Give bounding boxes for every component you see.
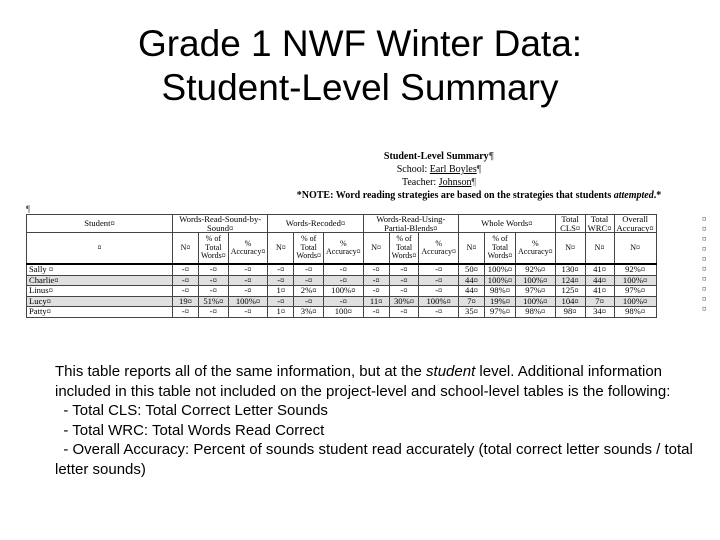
sub-pct-total: % of Total Words¤ bbox=[294, 233, 324, 265]
table-cell: 2%¤ bbox=[294, 286, 324, 297]
teacher-label: Teacher: bbox=[401, 177, 439, 188]
table-cell: -¤ bbox=[324, 264, 364, 275]
cell-mark: ¤ bbox=[702, 274, 707, 284]
table-cell: 97%¤ bbox=[515, 286, 555, 297]
table-cell: -¤ bbox=[324, 296, 364, 307]
doc-heading-text: Student-Level Summary bbox=[383, 151, 489, 162]
note-text: *NOTE: Word reading strategies are based on the strategies that students bbox=[296, 190, 614, 201]
table-group-header-row bbox=[27, 215, 657, 233]
description-text: This table reports all of the same information, but at the bbox=[55, 363, 427, 380]
header-words-read-sound-by-sound: Words-Read-Sound-by-Sound¤ bbox=[173, 215, 268, 233]
sub-pct-total: % of Total Words¤ bbox=[389, 233, 419, 265]
table-cell: -¤ bbox=[173, 264, 199, 275]
table-row bbox=[27, 275, 657, 286]
para-mark: ¶ bbox=[488, 151, 495, 162]
table-cell: 124¤ bbox=[555, 275, 585, 286]
table-cell: -¤ bbox=[419, 286, 459, 297]
table-cell: -¤ bbox=[389, 286, 419, 297]
sub-n: N¤ bbox=[268, 233, 294, 265]
table-cell: -¤ bbox=[419, 264, 459, 275]
table-cell: -¤ bbox=[173, 275, 199, 286]
table-cell: -¤ bbox=[228, 286, 268, 297]
table-cell: 41¤ bbox=[585, 286, 614, 297]
student-name-cell: Charlie¤ bbox=[27, 275, 173, 286]
table-cell: -¤ bbox=[199, 264, 229, 275]
table-cell: 44¤ bbox=[458, 275, 484, 286]
table-row bbox=[27, 264, 657, 275]
doc-school-line bbox=[96, 164, 720, 175]
table-cell: -¤ bbox=[419, 307, 459, 318]
table-cell: -¤ bbox=[199, 286, 229, 297]
table-cell: 98%¤ bbox=[484, 286, 515, 297]
table-cell: 50¤ bbox=[458, 264, 484, 275]
sub-pct-accuracy: % Accuracy¤ bbox=[419, 233, 459, 265]
cell-mark: ¤ bbox=[702, 244, 707, 254]
table-cell: 44¤ bbox=[458, 286, 484, 297]
header-total-wrc: Total WRC¤ bbox=[585, 215, 614, 233]
table-cell: 1¤ bbox=[268, 286, 294, 297]
sub-pct-accuracy: % Accuracy¤ bbox=[324, 233, 364, 265]
sub-blank: ¤ bbox=[27, 233, 173, 265]
description-item-accuracy: - Overall Accuracy: Percent of sounds student read accurately (total correct letter sounds / total letter sounds) bbox=[55, 441, 697, 478]
table-cell: 98%¤ bbox=[614, 307, 656, 318]
table-cell: 7¤ bbox=[458, 296, 484, 307]
description-text-cont: level. Additional information included in this table not included on the project-level and school-level tables is the following: bbox=[55, 363, 671, 400]
table-cell: -¤ bbox=[228, 307, 268, 318]
table-cell: -¤ bbox=[268, 296, 294, 307]
table-cell: 41¤ bbox=[585, 264, 614, 275]
header-student: Student¤ bbox=[27, 215, 173, 233]
table-cell: 130¤ bbox=[555, 264, 585, 275]
cell-mark: ¤ bbox=[702, 214, 707, 224]
table-cell: 35¤ bbox=[458, 307, 484, 318]
cell-mark: ¤ bbox=[702, 304, 707, 314]
table-cell: 92%¤ bbox=[614, 264, 656, 275]
table-cell: -¤ bbox=[363, 264, 389, 275]
document-image bbox=[26, 148, 712, 334]
note-suffix: .* bbox=[653, 190, 662, 201]
table-row bbox=[27, 286, 657, 297]
table-row bbox=[27, 296, 657, 307]
table-cell: 3%¤ bbox=[294, 307, 324, 318]
table-cell: 19¤ bbox=[173, 296, 199, 307]
table-cell: 100%¤ bbox=[228, 296, 268, 307]
table-cell: 100%¤ bbox=[614, 296, 656, 307]
school-value: Earl Boyles bbox=[429, 164, 477, 175]
doc-heading bbox=[96, 151, 720, 162]
sub-pct-total: % of Total Words¤ bbox=[199, 233, 229, 265]
table-body bbox=[27, 264, 657, 317]
sub-n: N¤ bbox=[585, 233, 614, 265]
slide-title-line1: Grade 1 NWF Winter Data: bbox=[137, 23, 583, 64]
table-cell: 98%¤ bbox=[515, 307, 555, 318]
table-row bbox=[27, 307, 657, 318]
table-cell: -¤ bbox=[294, 275, 324, 286]
teacher-value: Johnson bbox=[438, 177, 472, 188]
slide-title bbox=[0, 22, 720, 110]
sub-pct-total: % of Total Words¤ bbox=[484, 233, 515, 265]
slide-title-line2: Student-Level Summary bbox=[161, 67, 559, 108]
table-cell: -¤ bbox=[294, 264, 324, 275]
right-cell-marks bbox=[702, 214, 707, 314]
table-cell: 100%¤ bbox=[324, 286, 364, 297]
table-cell: 92%¤ bbox=[515, 264, 555, 275]
table-cell: 100%¤ bbox=[484, 264, 515, 275]
sub-pct-accuracy: % Accuracy¤ bbox=[515, 233, 555, 265]
header-words-recoded: Words-Recoded¤ bbox=[268, 215, 363, 233]
table-cell: -¤ bbox=[324, 275, 364, 286]
cell-mark: ¤ bbox=[702, 264, 707, 274]
header-partial-blends: Words-Read-Using-Partial-Blends¤ bbox=[363, 215, 458, 233]
sub-pct-accuracy: % Accuracy¤ bbox=[228, 233, 268, 265]
sub-n: N¤ bbox=[555, 233, 585, 265]
sub-n: N¤ bbox=[614, 233, 656, 265]
table-cell: 100%¤ bbox=[484, 275, 515, 286]
table-cell: -¤ bbox=[363, 286, 389, 297]
table-cell: 1¤ bbox=[268, 307, 294, 318]
student-name-cell: Lucy¤ bbox=[27, 296, 173, 307]
header-whole-words: Whole Words¤ bbox=[458, 215, 555, 233]
description bbox=[55, 362, 695, 480]
table-cell: 34¤ bbox=[585, 307, 614, 318]
school-label: School: bbox=[396, 164, 430, 175]
table-cell: 51%¤ bbox=[199, 296, 229, 307]
table-cell: 100%¤ bbox=[419, 296, 459, 307]
table-cell: -¤ bbox=[363, 307, 389, 318]
doc-teacher-line bbox=[96, 177, 720, 188]
table-cell: -¤ bbox=[173, 307, 199, 318]
table-cell: -¤ bbox=[419, 275, 459, 286]
table-cell: -¤ bbox=[173, 286, 199, 297]
cell-mark: ¤ bbox=[702, 224, 707, 234]
table-cell: 104¤ bbox=[555, 296, 585, 307]
para-mark: ¶ bbox=[476, 164, 482, 175]
doc-note bbox=[136, 190, 720, 201]
description-item-wrc: - Total WRC: Total Words Read Correct bbox=[55, 421, 325, 439]
description-item-cls: - Total CLS: Total Correct Letter Sounds bbox=[55, 402, 328, 420]
table-cell: 100%¤ bbox=[515, 296, 555, 307]
table-cell: -¤ bbox=[199, 275, 229, 286]
student-name-cell: Linus¤ bbox=[27, 286, 173, 297]
sub-n: N¤ bbox=[173, 233, 199, 265]
table-cell: 98¤ bbox=[555, 307, 585, 318]
header-overall-accuracy: Overall Accuracy¤ bbox=[614, 215, 656, 233]
cell-mark: ¤ bbox=[702, 284, 707, 294]
table-cell: 97%¤ bbox=[484, 307, 515, 318]
cell-mark: ¤ bbox=[702, 234, 707, 244]
cell-mark: ¤ bbox=[702, 254, 707, 264]
cell-mark: ¤ bbox=[702, 294, 707, 304]
table-cell: -¤ bbox=[389, 307, 419, 318]
table-cell: 97%¤ bbox=[614, 286, 656, 297]
table-cell: 19%¤ bbox=[484, 296, 515, 307]
para-mark: ¶ bbox=[471, 177, 477, 188]
table-cell: 7¤ bbox=[585, 296, 614, 307]
table-cell: -¤ bbox=[268, 275, 294, 286]
student-summary-table bbox=[26, 214, 657, 318]
table-cell: -¤ bbox=[294, 296, 324, 307]
sub-n: N¤ bbox=[363, 233, 389, 265]
table-cell: 44¤ bbox=[585, 275, 614, 286]
table-cell: 11¤ bbox=[363, 296, 389, 307]
table-cell: 30%¤ bbox=[389, 296, 419, 307]
note-emphasis: attempted bbox=[613, 190, 654, 201]
description-paragraph bbox=[55, 362, 695, 401]
table-sub-header-row bbox=[27, 233, 657, 265]
left-para-mark: ¶ bbox=[26, 204, 31, 214]
student-name-cell: Sally ¤ bbox=[27, 264, 173, 275]
table-cell: -¤ bbox=[228, 275, 268, 286]
description-emphasis: student bbox=[426, 363, 476, 380]
sub-n: N¤ bbox=[458, 233, 484, 265]
header-total-cls: Total CLS¤ bbox=[555, 215, 585, 233]
table-cell: 100%¤ bbox=[614, 275, 656, 286]
table-cell: -¤ bbox=[389, 264, 419, 275]
table-cell: 100¤ bbox=[324, 307, 364, 318]
table-cell: -¤ bbox=[363, 275, 389, 286]
table-cell: -¤ bbox=[228, 264, 268, 275]
table-cell: -¤ bbox=[389, 275, 419, 286]
student-name-cell: Patty¤ bbox=[27, 307, 173, 318]
table-cell: -¤ bbox=[199, 307, 229, 318]
table-cell: 125¤ bbox=[555, 286, 585, 297]
table-cell: -¤ bbox=[268, 264, 294, 275]
table-cell: 100%¤ bbox=[515, 275, 555, 286]
